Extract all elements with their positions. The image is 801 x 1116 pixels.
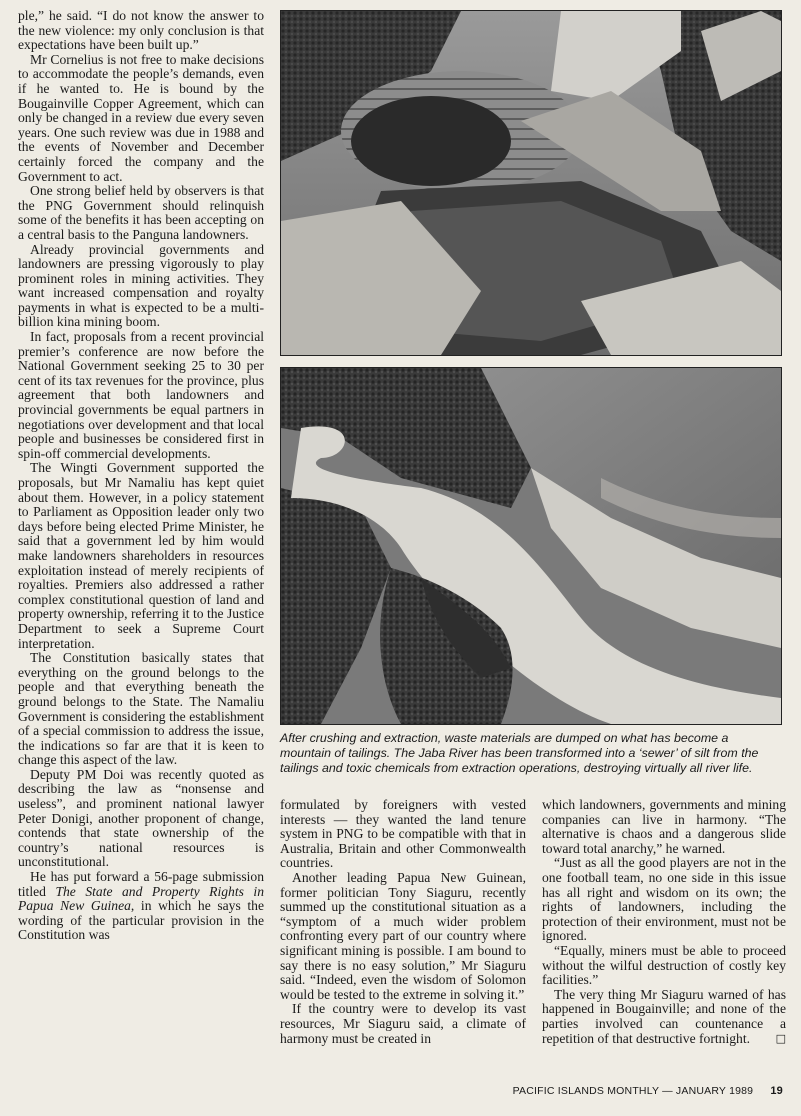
page-number: 19: [770, 1085, 783, 1097]
mine-tailings-photo: [280, 10, 782, 356]
right-text-column: [542, 798, 786, 1084]
paragraph: The Constitution basically states that everything on the ground belongs to the people and that everything beneath the ground belongs to the State. The Namaliu Government is considering the establishment of a special commission to address the issue, the indications so far are that it is keen to change this aspect of the law.: [18, 650, 264, 768]
paragraph: formulated by foreigners with vested interests — they wanted the land tenure system in PNG to be compatible with that in Australia, Britain and other Commonwealth countries.: [280, 798, 526, 871]
paragraph: Another leading Papua New Guinean, former politician Tony Siaguru, recently summed up the constitutional situation as a “symptom of a much wider problem confronting every part of our country where significant mining is possible. I am bound to say there is no easy solution,” Mr Siaguru said. “Indeed, even the wisdom of Solomon would be tested to the extreme in solving it.”: [280, 869, 526, 1002]
publication-name: PACIFIC ISLANDS MONTHLY — JANUARY 1989: [512, 1085, 754, 1097]
paragraph: The Wingti Government supported the proposals, but Mr Namaliu has kept quiet about them. However, in a policy statement to Parliament as Opposition leader only two days before being elected Prime Minister, he said that a government led by him would make landowners shareholders in resources exploitation instead of merely recipients of royalties. Premiers also addressed a rather complex constitutional question of land and property ownership, referring it to the Justice Department to seek a Supreme Court interpretation.: [18, 460, 264, 651]
page-footer: [513, 1085, 783, 1097]
paragraph: Deputy PM Doi was recently quoted as describing the law as “nonsense and useless”, and prominent national lawyer Peter Donigi, another proponent of change, contends that state ownership of the country’s national resources is unconstitutional.: [18, 766, 264, 870]
end-of-article-mark: □: [775, 1031, 786, 1045]
mine-photo-illustration: [281, 11, 781, 355]
paragraph: “Equally, miners must be able to proceed without the wilful destruction of costly key facilities.”: [542, 942, 786, 988]
text-run: , in which he says the wording of the particular provision in the Constitution was: [18, 898, 264, 943]
left-text-column: [18, 9, 264, 1084]
paragraph: ple,” he said. “I do not know the answer to the new violence: my only conclusion is that expectations have been built up.”: [18, 9, 264, 53]
paragraph: Already provincial governments and landowners are pressing vigorously to play prominent roles in mining activities. They want increased compensation and royalty payments in what is expected to be a multi-billion kina mining boom.: [18, 241, 264, 330]
paragraph: “Just as all the good players are not in the one football team, no one side in this issue has all right and wisdom on its own; the rights of landowners, including the protection of their environment, must not be ignored.: [542, 855, 786, 944]
paragraph: [18, 870, 264, 943]
jaba-river-photo: [280, 367, 782, 725]
middle-text-column: [280, 798, 526, 1084]
text-run: The very thing Mr Siaguru warned of has happened in Bougainville; and none of the parties involved can countenance a repetition of that destructive fortnight.: [542, 986, 786, 1046]
paragraph: In fact, proposals from a recent provincial premier’s conference are now before the National Government seeking 25 to 30 per cent of its tax revenues for the province, plus agreement that both landowners and provincial governments be equal partners in negotiations over development and that local people and businesses be considered first in spin-off commercial developments.: [18, 329, 264, 461]
paragraph: which landowners, governments and mining companies can live in harmony. “The alternative is chaos and a dangerous slide toward total anarchy,” he warned.: [542, 798, 786, 856]
paragraph: If the country were to develop its vast resources, Mr Siaguru said, a climate of harmony must be created in: [280, 1001, 526, 1046]
paragraph: [542, 988, 786, 1046]
paragraph: One strong belief held by observers is that the PNG Government should relinquish some of the benefits it has been accepting on a central basis to the Panguna landowners.: [18, 183, 264, 242]
river-photo-illustration: [281, 368, 781, 724]
publication-title: The State and Property Rights in Papua New Guinea: [18, 883, 264, 914]
photo-caption: After crushing and extraction, waste materials are dumped on what has become a mountain of tailings. The Jaba River has been transformed into a ‘sewer’ of silt from the tailings and toxic chemicals from extraction operations, destroying virtually all river life.: [280, 731, 759, 775]
text-run: He has put forward a 56-page submission titled: [18, 869, 264, 899]
paragraph: Mr Cornelius is not free to make decisions to accommodate the people’s demands, even if he wanted to. He is bound by the Bougainville Copper Agreement, which can only be changed in a review due every seven years. One such review was due in 1988 and the events of November and December certainly forced the company and the Government to act.: [18, 51, 264, 184]
